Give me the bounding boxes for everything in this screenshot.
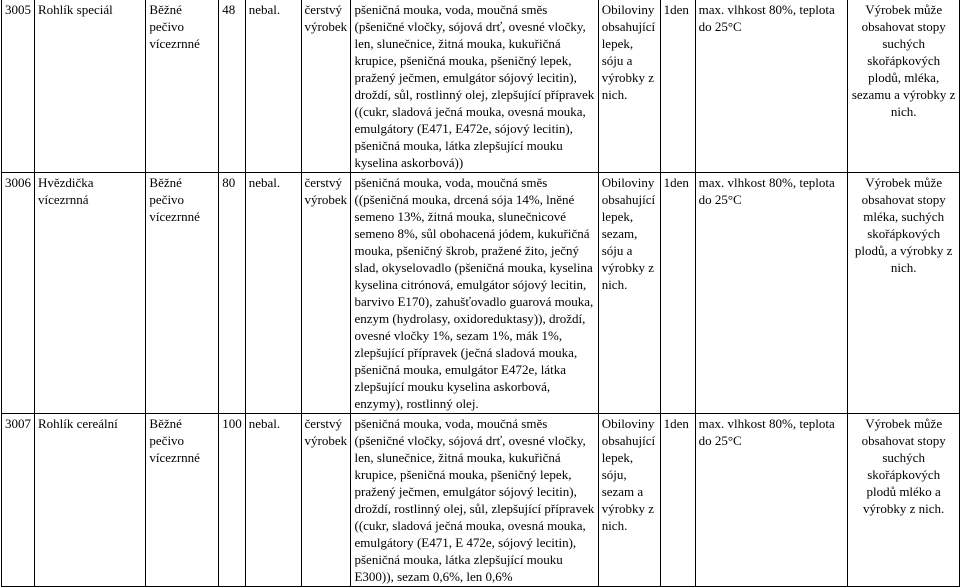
product-note: Výrobek může obsahovat stopy suchých skořápkových plodů mléko a výrobky z nich.: [848, 414, 960, 587]
product-ingredients: pšeničná mouka, voda, moučná směs (pšeničné vločky, sójová drť, ovesné vločky, len, slunečnice, žitná mouka, kukuřičná krupice, pšeničná mouka, pšeničný lepek, pražený ječmen, emulgátor sójový lecitin), droždí, sůl, rostlinný olej, zlepšující přípravek ((cukr, sladová ječná mouka, ovesná mouka, emulgátory (E471, E472e, sójový lecitin), pšeničná mouka, látka zlepšující mouku kyselina askorbová)): [351, 0, 598, 173]
product-weight: 80: [219, 173, 246, 414]
table-row: [2, 173, 960, 414]
product-name: Rohlík cereální: [35, 414, 146, 587]
product-shelf-life: 1den: [660, 173, 695, 414]
product-table: [1, 0, 960, 587]
product-shelf-life: 1den: [660, 0, 695, 173]
product-storage: max. vlhkost 80%, teplota do 25°C: [695, 0, 848, 173]
product-category: Běžné pečivo vícezrnné: [146, 173, 219, 414]
product-pack: nebal.: [245, 414, 301, 587]
product-shelf-life: 1den: [660, 414, 695, 587]
product-state: čerstvý výrobek: [301, 0, 351, 173]
table-row: [2, 414, 960, 587]
product-state: čerstvý výrobek: [301, 414, 351, 587]
product-storage: max. vlhkost 80%, teplota do 25°C: [695, 414, 848, 587]
product-allergens: Obiloviny obsahující lepek, sóju a výrobky z nich.: [598, 0, 660, 173]
product-storage: max. vlhkost 80%, teplota do 25°C: [695, 173, 848, 414]
product-note: Výrobek může obsahovat stopy suchých skořápkových plodů, mléka, sezamu a výrobky z nich.: [848, 0, 960, 173]
product-code: 3005: [2, 0, 35, 173]
product-pack: nebal.: [245, 173, 301, 414]
product-allergens: Obiloviny obsahující lepek, sezam, sóju a výrobky z nich.: [598, 173, 660, 414]
product-weight: 100: [219, 414, 246, 587]
product-ingredients: pšeničná mouka, voda, moučná směs (pšeničné vločky, sójová drť, ovesné vločky, len, slunečnice, žitná mouka, kukuřičná krupice, pšeničná mouka, pšeničný lepek, pražený ječmen, emulgátor sójový lecitin), droždí, rostlinný olej, sůl, zlepšující přípravek ((cukr, sladová ječná mouka, ovesná mouka, emulgátory (E471, E 472e, sójový lecitin), pšeničná mouka, látka zlepšující mouku E300)), sezam 0,6%, len 0,6%: [351, 414, 598, 587]
product-code: 3006: [2, 173, 35, 414]
table-row: [2, 0, 960, 173]
product-state: čerstvý výrobek: [301, 173, 351, 414]
product-pack: nebal.: [245, 0, 301, 173]
product-category: Běžné pečivo vícezrnné: [146, 0, 219, 173]
product-ingredients: pšeničná mouka, voda, moučná směs ((pšeničná mouka, drcená sója 14%, lněné semeno 13%, žitná mouka, slunečnicové semeno 8%, sůl obohacená jódem, kukuřičná mouka, pšeničný škrob, pražené žito, ječný slad, okyselovadlo (pšeničná mouka, kyselina kyselina citrónová, emulgátor sójový lecitin, barvivo E170), zahušťovadlo guarová mouka, enzym (hydrolasy, oxidoreduktasy)), droždí, ovesné vločky 1%, sezam 1%, mák 1%, zlepšující přípravek (ječná sladová mouka, pšeničná mouka, emulgátor E472e, látka zlepšující mouku kyselina askorbová, enzymy), rostlinný olej.: [351, 173, 598, 414]
product-allergens: Obiloviny obsahující lepek, sóju, sezam a výrobky z nich.: [598, 414, 660, 587]
product-code: 3007: [2, 414, 35, 587]
product-category: Běžné pečivo vícezrnné: [146, 414, 219, 587]
product-note: Výrobek může obsahovat stopy mléka, suchých skořápkových plodů, a výrobky z nich.: [848, 173, 960, 414]
product-name: Hvězdička vícezrnná: [35, 173, 146, 414]
product-name: Rohlík speciál: [35, 0, 146, 173]
product-weight: 48: [219, 0, 246, 173]
